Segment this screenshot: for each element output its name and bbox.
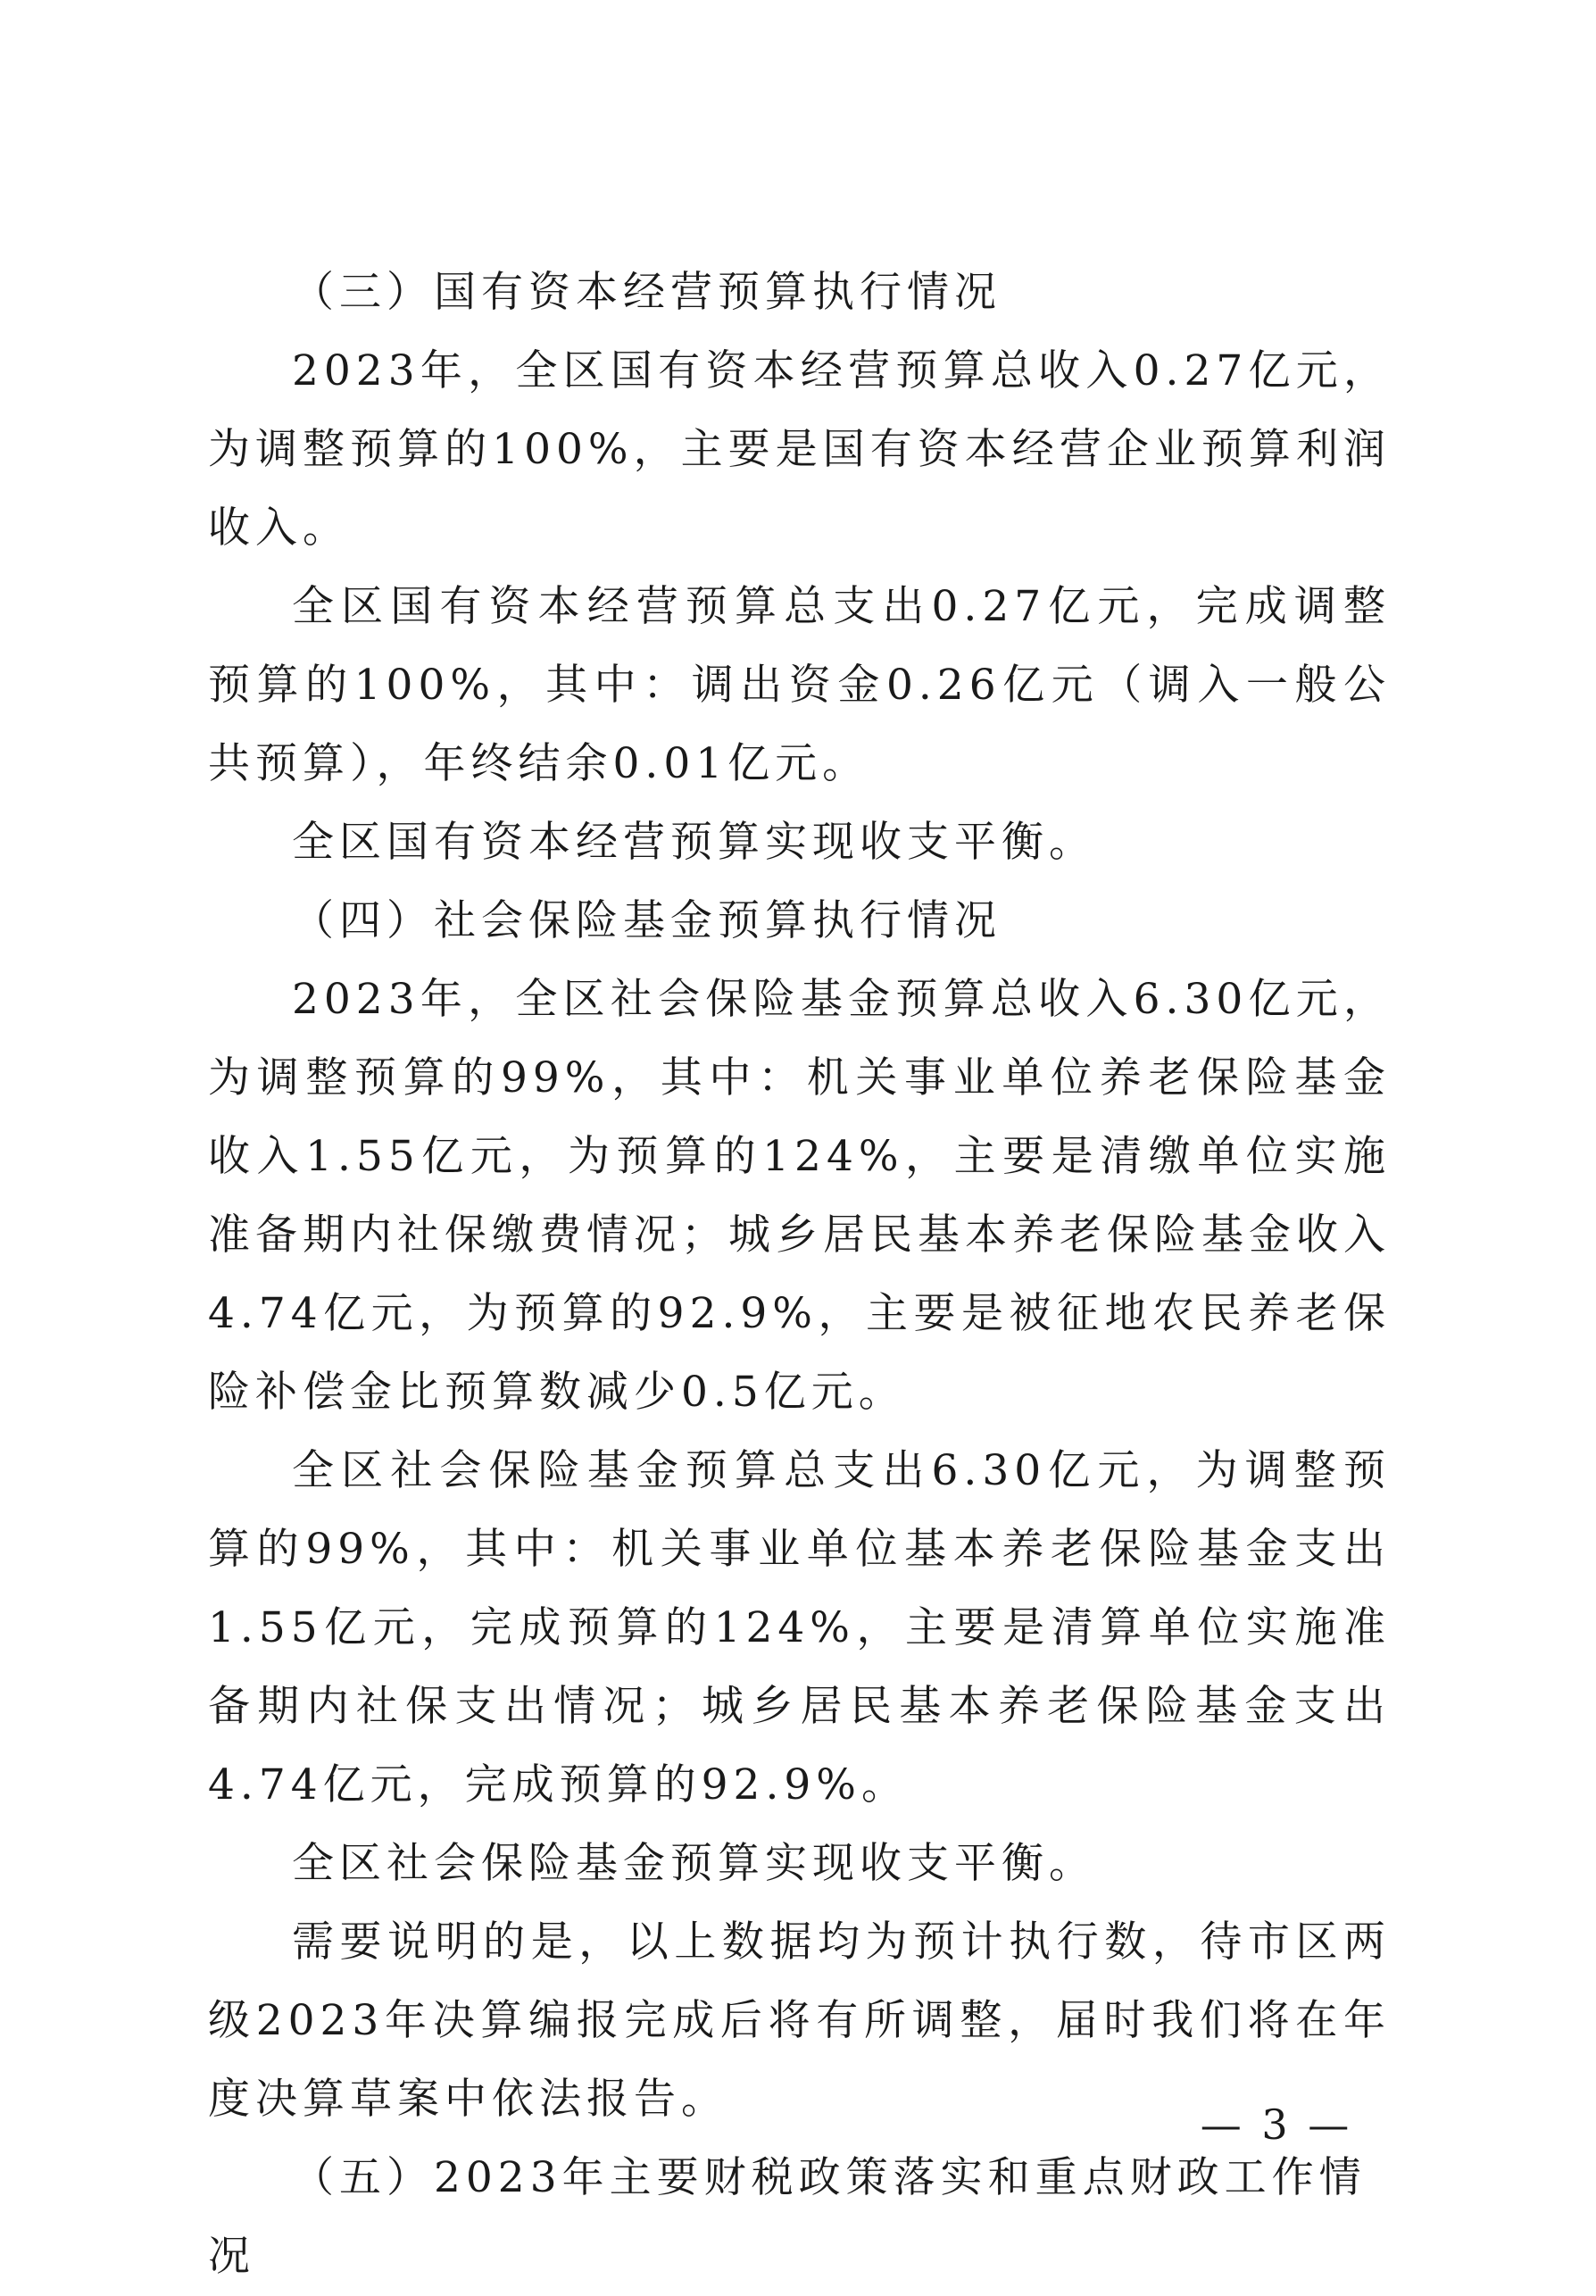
paragraph-social-insurance-revenue: 2023年，全区社会保险基金预算总收入6.30亿元，为调整预算的99%，其中：机关事业单位养老保险基金收入1.55亿元，为预算的124%，主要是清缴单位实施准备期内社保缴费情况；城乡居民基本养老保险基金收入4.74亿元，为预算的92.9%，主要是被征地农民养老保险补偿金比预算数减少0.5亿元。 (208, 975, 1391, 1417)
section-heading-4: （四）社会保险基金预算执行情况 (292, 896, 1002, 945)
document-body (208, 254, 1391, 2296)
section-heading-5: （五）2023年主要财税政策落实和重点财政工作情况 (208, 2153, 1367, 2281)
paragraph-soe-expenditure: 全区国有资本经营预算总支出0.27亿元，完成调整预算的100%，其中：调出资金0.26亿元（调入一般公共预算），年终结余0.01亿元。 (208, 582, 1391, 788)
paragraph-social-insurance-expenditure: 全区社会保险基金预算总支出6.30亿元，为调整预算的99%，其中：机关事业单位基本养老保险基金支出1.55亿元，完成预算的124%，主要是清算单位实施准备期内社保支出情况；城乡居民基本养老保险基金支出4.74亿元，完成预算的92.9%。 (208, 1446, 1391, 1809)
paragraph-soe-revenue: 2023年，全区国有资本经营预算总收入0.27亿元，为调整预算的100%，主要是国有资本经营企业预算利润收入。 (208, 346, 1391, 553)
paragraph-social-insurance-balance: 全区社会保险基金预算实现收支平衡。 (292, 1839, 1096, 1888)
paragraph-note: 需要说明的是，以上数据均为预计执行数，待市区两级2023年决算编报完成后将有所调整，届时我们将在年度决算草案中依法报告。 (208, 1917, 1391, 2124)
paragraph-soe-balance: 全区国有资本经营预算实现收支平衡。 (292, 818, 1096, 867)
page-number: — 3 — (1200, 2101, 1353, 2149)
section-heading-3: （三）国有资本经营预算执行情况 (292, 268, 1002, 317)
